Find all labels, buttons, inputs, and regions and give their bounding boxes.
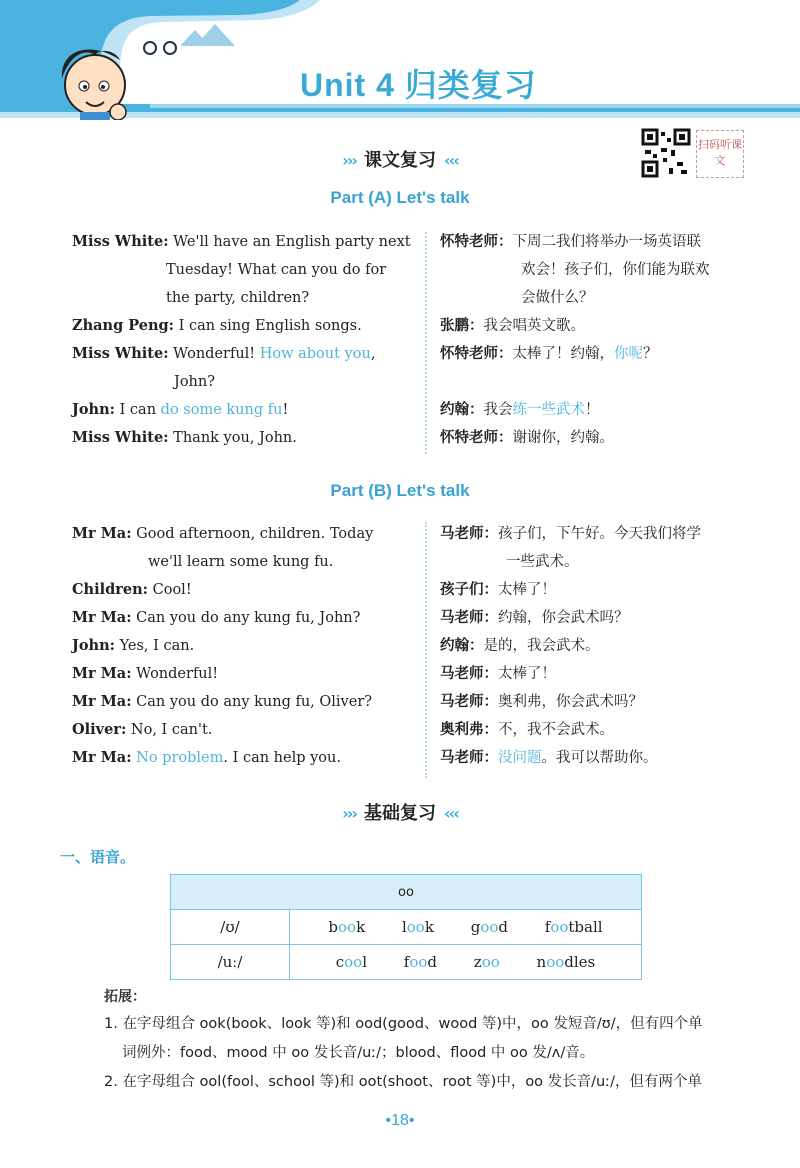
dialogue-line: John: Yes, I can. [72,637,195,654]
dialogue-line: Miss White: Wonderful! How about you, [72,345,376,362]
qr-label: 扫码听课文 [696,130,744,178]
dialogue-line: 欢会！孩子们，你们能为联欢 [521,262,710,278]
chevron-left-icon: ‹‹‹ [444,151,458,170]
extension-label: 拓展： [104,989,146,1005]
dialogue-line: 会做什么？ [521,290,594,306]
section-title-text-review [0,146,800,172]
extension-item: 词例外：food、mood 中 oo 发长音/uː/；blood、flood 中 oo 发/ʌ/音。 [122,1045,595,1061]
section-title-basic-review [0,799,800,825]
dialogue-line: 一些武术。 [506,554,579,570]
dialogue-line: Mr Ma: Wonderful! [72,665,219,682]
dialogue-line: 孩子们：太棒了！ [440,582,556,598]
dialogue-line: 怀特老师：太棒了！约翰，你呢？ [440,346,658,362]
table-row [171,910,642,945]
dialogue-line: John? [174,374,215,390]
dialogue-line: John: I can do some kung fu! [72,401,289,418]
dialogue-line: Oliver: No, I can't. [72,721,213,738]
section-title-label: 课文复习 [364,150,436,171]
chevron-left-icon: ‹‹‹ [444,804,458,823]
dialogue-line [440,368,760,396]
table-header: oo [171,875,642,910]
part-b-title: Part (B) Let's talk [330,481,470,500]
dialogue-line: Mr Ma: No problem. I can help you. [72,749,341,766]
words-cell [290,910,642,945]
dialogue-line: Tuesday! What can you do for [166,262,387,278]
part-a-title: Part (A) Let's talk [330,188,470,207]
word: noodles [536,953,596,971]
table-header-row [171,875,642,910]
page-number: •18• [385,1112,415,1129]
part-a-chinese [440,228,760,452]
dialogue-line: 马老师：奥利弗，你会武术吗？ [440,694,643,710]
extension-item: 1. 在字母组合 ook(book、look 等)和 ood(good、wood 等)中，oo 发短音/ʊ/，但有四个单 [104,1016,703,1032]
chevron-right-icon: ››› [342,804,356,823]
word: cool [335,953,367,971]
phonics-table [170,874,642,980]
table-row [171,945,642,980]
word: zoo [473,953,500,971]
word: look [401,918,434,936]
dialogue-line: 约翰：我会练一些武术！ [440,402,600,418]
dialogue-line: we'll learn some kung fu. [148,554,334,570]
dialogue-line: the party, children? [166,290,310,306]
dialogue-line: 马老师：没问题。我可以帮助你。 [440,750,658,766]
word: food [403,953,438,971]
part-b-english [72,520,417,772]
question-title: 一、语音。 [60,848,136,866]
page-title: Unit 4 归类复习 [300,67,537,103]
ipa-cell: /uː/ [171,945,290,980]
word: football [544,918,603,936]
dialogue-line: 张鹏：我会唱英文歌。 [440,318,585,334]
dialogue-line: Mr Ma: Can you do any kung fu, John? [72,609,361,626]
dialogue-line: 约翰：是的，我会武术。 [440,638,600,654]
dialogue-line: 马老师：约翰，你会武术吗？ [440,610,629,626]
word: good [470,918,508,936]
part-a-english [72,228,417,452]
dialogue-line: 怀特老师：下周二我们将举办一场英语联 [440,234,701,250]
dialogue-line: 怀特老师：谢谢你，约翰。 [440,430,614,446]
dialogue-line: Children: Cool! [72,581,192,598]
dialogue-line: Zhang Peng: I can sing English songs. [72,317,362,334]
word: book [328,918,366,936]
dialogue-line: 马老师：孩子们，下午好。今天我们将学 [440,526,701,542]
words-cell [290,945,642,980]
chevron-right-icon: ››› [342,151,356,170]
dialogue-line: 马老师：太棒了！ [440,666,556,682]
extension-item: 2. 在字母组合 ool(fool、school 等)和 oot(shoot、root 等)中，oo 发长音/uː/，但有两个单 [104,1074,703,1090]
column-divider [425,522,427,778]
dialogue-line: Mr Ma: Good afternoon, children. Today [72,525,374,542]
column-divider [425,232,427,454]
ipa-cell: /ʊ/ [171,910,290,945]
section-title-label: 基础复习 [364,803,436,824]
dialogue-line: Mr Ma: Can you do any kung fu, Oliver? [72,693,373,710]
dialogue-line: Miss White: We'll have an English party next [72,233,411,250]
part-b-chinese [440,520,760,772]
dialogue-line: Miss White: Thank you, John. [72,429,297,446]
dialogue-line: 奥利弗：不，我不会武术。 [440,722,614,738]
